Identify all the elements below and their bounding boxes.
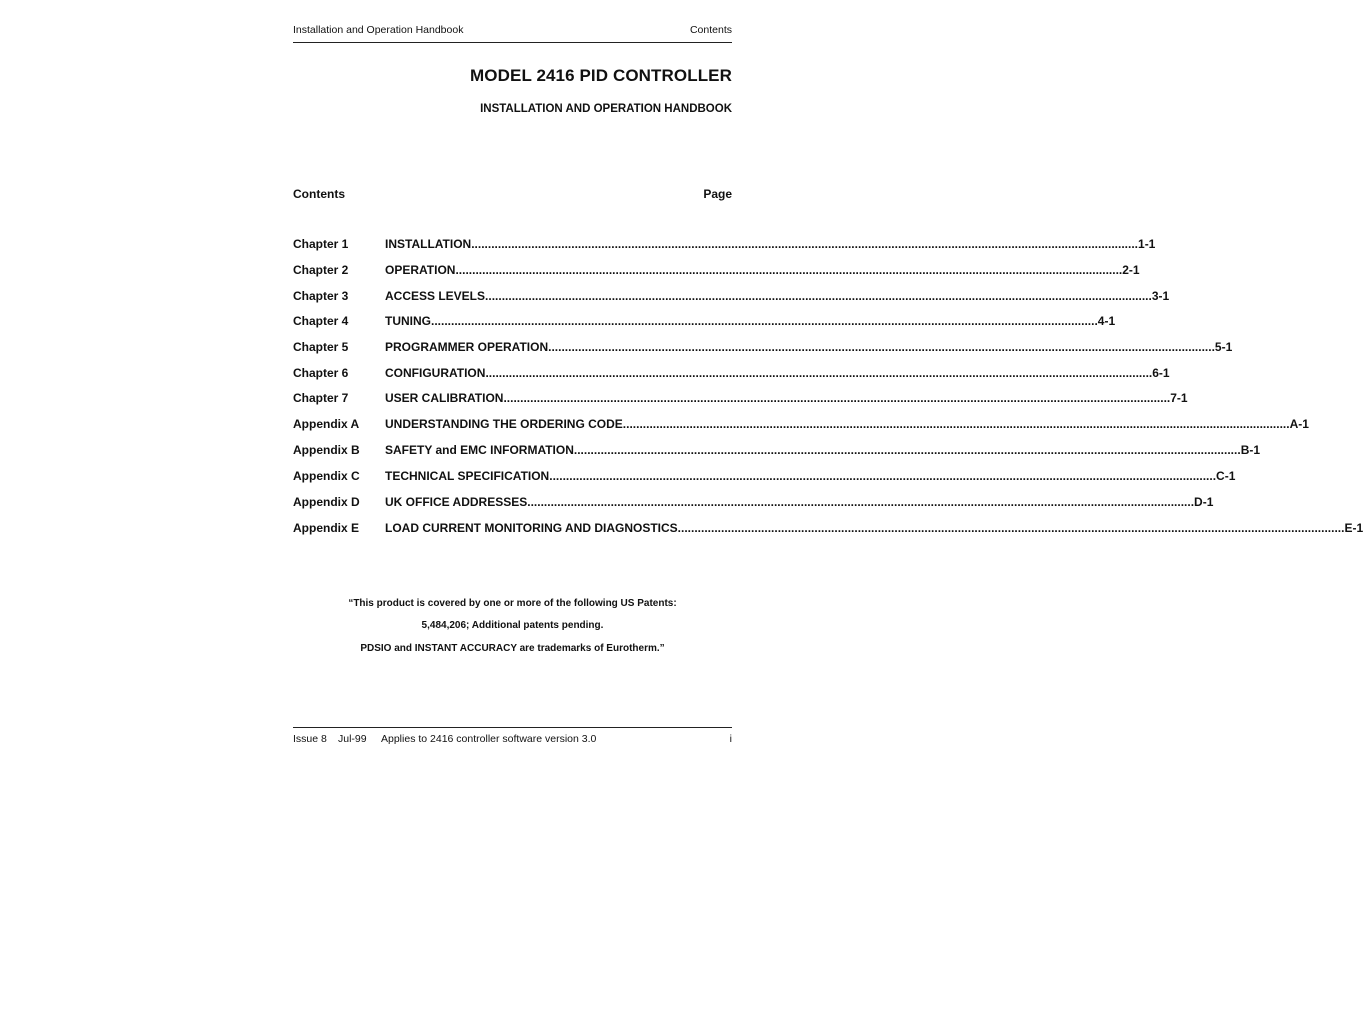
toc-label: Chapter 3 [293, 289, 349, 303]
toc-dot-leader: ........................................................................................................................................................................................................ [455, 263, 1123, 277]
toc-row[interactable] [293, 263, 1140, 281]
toc-entry [385, 417, 1309, 431]
toc-title: TUNING [385, 314, 431, 328]
toc-title: PROGRAMMER OPERATION [385, 340, 549, 354]
toc-entry [385, 237, 1156, 251]
toc-row[interactable] [293, 521, 1363, 539]
toc-dot-leader: ........................................................................................................................................................................................................ [573, 443, 1241, 457]
header-title: Installation and Operation Handbook [293, 24, 464, 36]
toc-title: CONFIGURATION [385, 366, 486, 380]
toc-entry [385, 340, 1233, 354]
toc-title: UNDERSTANDING THE ORDERING CODE [385, 417, 623, 431]
footer-applies: Applies to 2416 controller software version 3.0 [381, 733, 597, 745]
toc-label: Appendix E [293, 521, 360, 535]
toc-dot-leader: ........................................................................................................................................................................................................ [431, 314, 1098, 328]
toc-page-number: 6-1 [1152, 366, 1170, 380]
toc-row[interactable] [293, 495, 1214, 513]
toc-label: Chapter 6 [293, 366, 349, 380]
toc-page-number: C-1 [1216, 469, 1236, 483]
toc-page-number: 7-1 [1170, 391, 1188, 405]
toc-title: TECHNICAL SPECIFICATION [385, 469, 550, 483]
toc-entry [385, 495, 1214, 509]
toc-page-number: 1-1 [1138, 237, 1156, 251]
toc-page-number: 3-1 [1151, 289, 1170, 303]
toc-entry [385, 263, 1140, 277]
document-subtitle: INSTALLATION AND OPERATION HANDBOOK [480, 103, 732, 115]
toc-entry [385, 469, 1236, 483]
page-column-heading: Page [703, 187, 732, 201]
toc-dot-leader: ........................................................................................................................................................................................................ [471, 237, 1139, 251]
toc-entry [385, 443, 1261, 457]
toc-page-number: D-1 [1194, 495, 1214, 509]
toc-dot-leader: ........................................................................................................................................................................................................ [485, 366, 1153, 380]
toc-title: INSTALLATION [385, 237, 472, 251]
toc-dot-leader: ........................................................................................................................................................................................................ [548, 340, 1215, 354]
toc-label: Appendix D [293, 495, 360, 509]
toc-label: Chapter 4 [293, 314, 349, 328]
toc-dot-leader: ........................................................................................................................................................................................................ [503, 391, 1171, 405]
toc-label: Appendix C [293, 469, 360, 483]
toc-row[interactable] [293, 289, 1170, 307]
toc-label: Appendix A [293, 417, 360, 431]
toc-label: Chapter 1 [293, 237, 349, 251]
patent-notice-line-2: 5,484,206; Additional patents pending. [421, 620, 604, 631]
toc-entry [385, 521, 1363, 535]
toc-title: OPERATION [385, 263, 456, 277]
toc-title: SAFETY and EMC INFORMATION [385, 443, 574, 457]
toc-label: Chapter 7 [293, 391, 349, 405]
toc-page-number: 2-1 [1122, 263, 1140, 277]
toc-page-number: B-1 [1240, 443, 1261, 457]
toc-row[interactable] [293, 340, 1233, 358]
toc-page-number: 5-1 [1214, 340, 1233, 354]
patent-notice-line-1: “This product is covered by one or more of the following US Patents: [348, 598, 677, 609]
toc-dot-leader: ........................................................................................................................................................................................................ [527, 495, 1195, 509]
toc-row[interactable] [293, 314, 1116, 332]
toc-row[interactable] [293, 237, 1156, 255]
page-footer [293, 727, 732, 746]
footer-date: Jul-99 [338, 733, 367, 745]
toc-row[interactable] [293, 443, 1261, 461]
toc-title: LOAD CURRENT MONITORING AND DIAGNOSTICS [385, 521, 678, 535]
toc-entry [385, 314, 1116, 328]
page-header [293, 24, 732, 43]
toc-page-number: 4-1 [1097, 314, 1116, 328]
toc-entry [385, 366, 1170, 380]
toc-title: USER CALIBRATION [385, 391, 504, 405]
toc-label: Appendix B [293, 443, 360, 457]
toc-title: UK OFFICE ADDRESSES [385, 495, 528, 509]
toc-dot-leader: ........................................................................................................................................................................................................ [549, 469, 1217, 483]
toc-row[interactable] [293, 366, 1170, 384]
toc-entry [385, 391, 1188, 405]
toc-title: ACCESS LEVELS [385, 289, 486, 303]
footer-page-number: i [729, 733, 732, 745]
toc-page-number: E-1 [1344, 521, 1363, 535]
footer-issue: Issue 8 [293, 733, 327, 745]
toc-row[interactable] [293, 391, 1188, 409]
toc-label: Chapter 5 [293, 340, 349, 354]
header-section: Contents [689, 24, 732, 36]
toc-dot-leader: ........................................................................................................................................................................................................ [677, 521, 1345, 535]
toc-label: Chapter 2 [293, 263, 349, 277]
trademark-notice: PDSIO and INSTANT ACCURACY are trademarks of Eurotherm.” [360, 643, 665, 654]
toc-dot-leader: ........................................................................................................................................................................................................ [622, 417, 1290, 431]
toc-row[interactable] [293, 469, 1236, 487]
toc-entry [385, 289, 1170, 303]
contents-heading: Contents [293, 187, 345, 201]
toc-page-number: A-1 [1289, 417, 1309, 431]
document-title: MODEL 2416 PID CONTROLLER [470, 66, 732, 85]
toc-dot-leader: ........................................................................................................................................................................................................ [485, 289, 1152, 303]
toc-row[interactable] [293, 417, 1309, 435]
